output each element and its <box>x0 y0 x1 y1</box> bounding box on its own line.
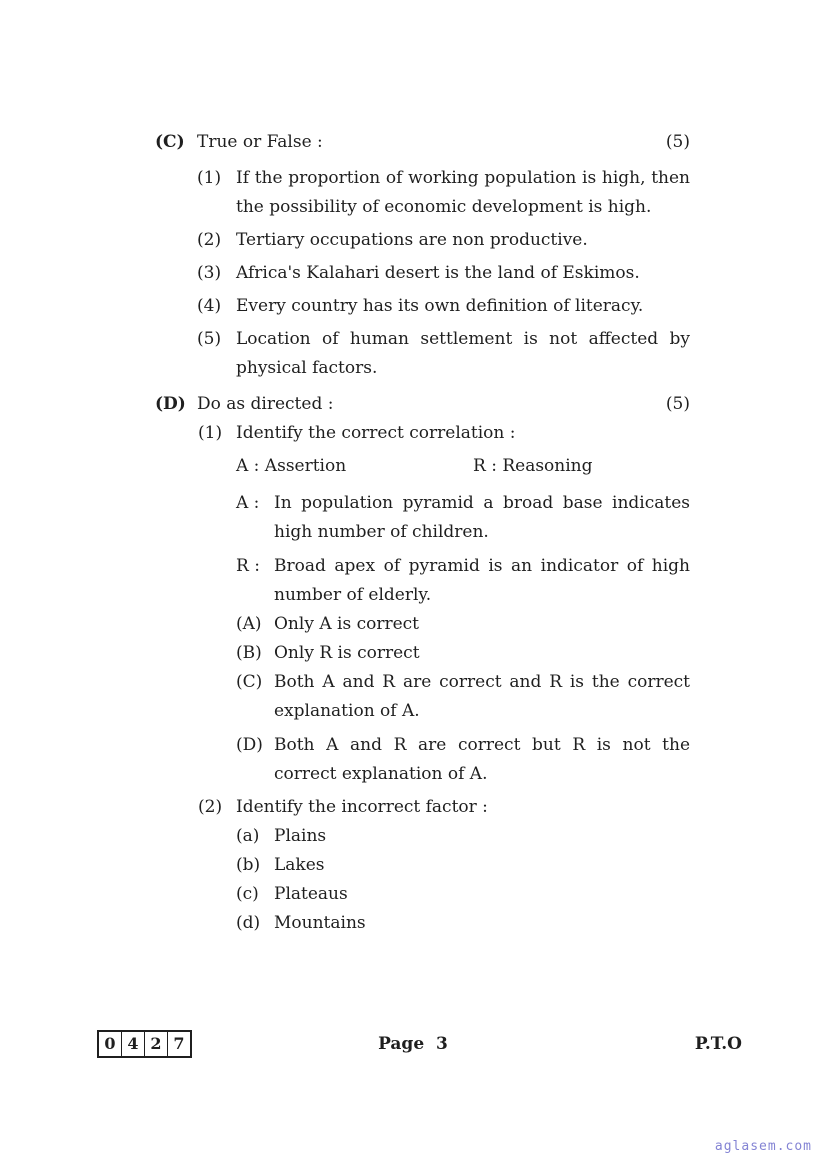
paper-code-digit: 0 <box>104 1034 116 1053</box>
option-label: (a) <box>236 826 260 846</box>
item-number: (3) <box>197 263 222 283</box>
page-content <box>155 128 690 938</box>
option-text: Mountains <box>274 913 366 933</box>
option-a <box>236 822 690 851</box>
option-text: Both A and R are correct but R is not the correct explanation of A. <box>274 735 690 784</box>
section-c-header <box>155 128 690 157</box>
item-number: (5) <box>197 329 222 349</box>
list-item <box>197 325 690 383</box>
option-label: (b) <box>236 855 261 875</box>
section-d-marks: (5) <box>665 394 690 414</box>
reasoning-statement <box>236 552 690 610</box>
section-d-body <box>198 419 690 938</box>
list-item <box>197 226 690 255</box>
question-2 <box>198 793 690 938</box>
section-c-label: (C) <box>155 132 185 152</box>
section-d-title: Do as directed : <box>197 394 334 414</box>
page-number: Page 3 <box>378 1034 448 1054</box>
section-c <box>155 128 690 383</box>
assertion-key: A : Assertion <box>236 456 347 476</box>
option-b <box>236 639 690 668</box>
section-c-items <box>197 164 690 383</box>
option-d <box>236 731 690 789</box>
section-d <box>155 390 690 938</box>
option-d <box>236 909 690 938</box>
option-label: (c) <box>236 884 259 904</box>
question-1 <box>198 419 690 789</box>
option-text: Only R is correct <box>274 643 420 663</box>
assertion-text: In population pyramid a broad base indicates high number of children. <box>274 493 690 542</box>
section-d-label: (D) <box>155 394 186 414</box>
item-text: Africa's Kalahari desert is the land of Eskimos. <box>236 263 640 283</box>
assertion-label: A : <box>236 493 260 513</box>
option-label: (d) <box>236 913 261 933</box>
option-label: (A) <box>236 614 262 634</box>
option-c <box>236 880 690 909</box>
item-number: (4) <box>197 296 222 316</box>
item-text: Every country has its own definition of literacy. <box>236 296 644 316</box>
option-b <box>236 851 690 880</box>
question-number: (2) <box>198 797 223 817</box>
reasoning-text: Broad apex of pyramid is an indicator of high number of elderly. <box>274 556 690 605</box>
option-c <box>236 668 690 726</box>
option-label: (D) <box>236 735 263 755</box>
option-label: (B) <box>236 643 262 663</box>
list-item <box>197 259 690 288</box>
list-item <box>197 292 690 321</box>
item-text: Tertiary occupations are non productive. <box>236 230 588 250</box>
question-number: (1) <box>198 423 223 443</box>
question-1-content <box>236 419 690 789</box>
option-a <box>236 610 690 639</box>
option-text: Only A is correct <box>274 614 419 634</box>
pto-label: P.T.O <box>694 1034 742 1054</box>
question-prompt: Identify the incorrect factor : <box>236 797 488 817</box>
option-text: Both A and R are correct and R is the correct explanation of A. <box>274 672 690 721</box>
question-2-content <box>236 793 690 938</box>
item-text: If the proportion of working population is high, then the possibility of economic development is high. <box>236 168 690 217</box>
paper-code-digit: 7 <box>167 1032 190 1056</box>
item-number: (1) <box>197 168 222 188</box>
option-text: Plateaus <box>274 884 348 904</box>
watermark-text: aglasem.com <box>714 1139 812 1154</box>
reasoning-key: R : Reasoning <box>473 456 593 476</box>
section-c-title: True or False : <box>197 132 323 152</box>
section-c-marks: (5) <box>665 132 690 152</box>
item-number: (2) <box>197 230 222 250</box>
reasoning-label: R : <box>236 556 260 576</box>
paper-code-digit: 2 <box>144 1032 167 1056</box>
option-text: Lakes <box>274 855 325 875</box>
assertion-reasoning-keys <box>236 452 690 481</box>
option-label: (C) <box>236 672 263 692</box>
section-d-header <box>155 390 690 419</box>
paper-code-digit: 4 <box>121 1032 144 1056</box>
question-prompt: Identify the correct correlation : <box>236 423 516 443</box>
item-text: Location of human settlement is not affected by physical factors. <box>236 329 690 378</box>
list-item <box>197 164 690 222</box>
assertion-statement <box>236 489 690 547</box>
option-text: Plains <box>274 826 327 846</box>
